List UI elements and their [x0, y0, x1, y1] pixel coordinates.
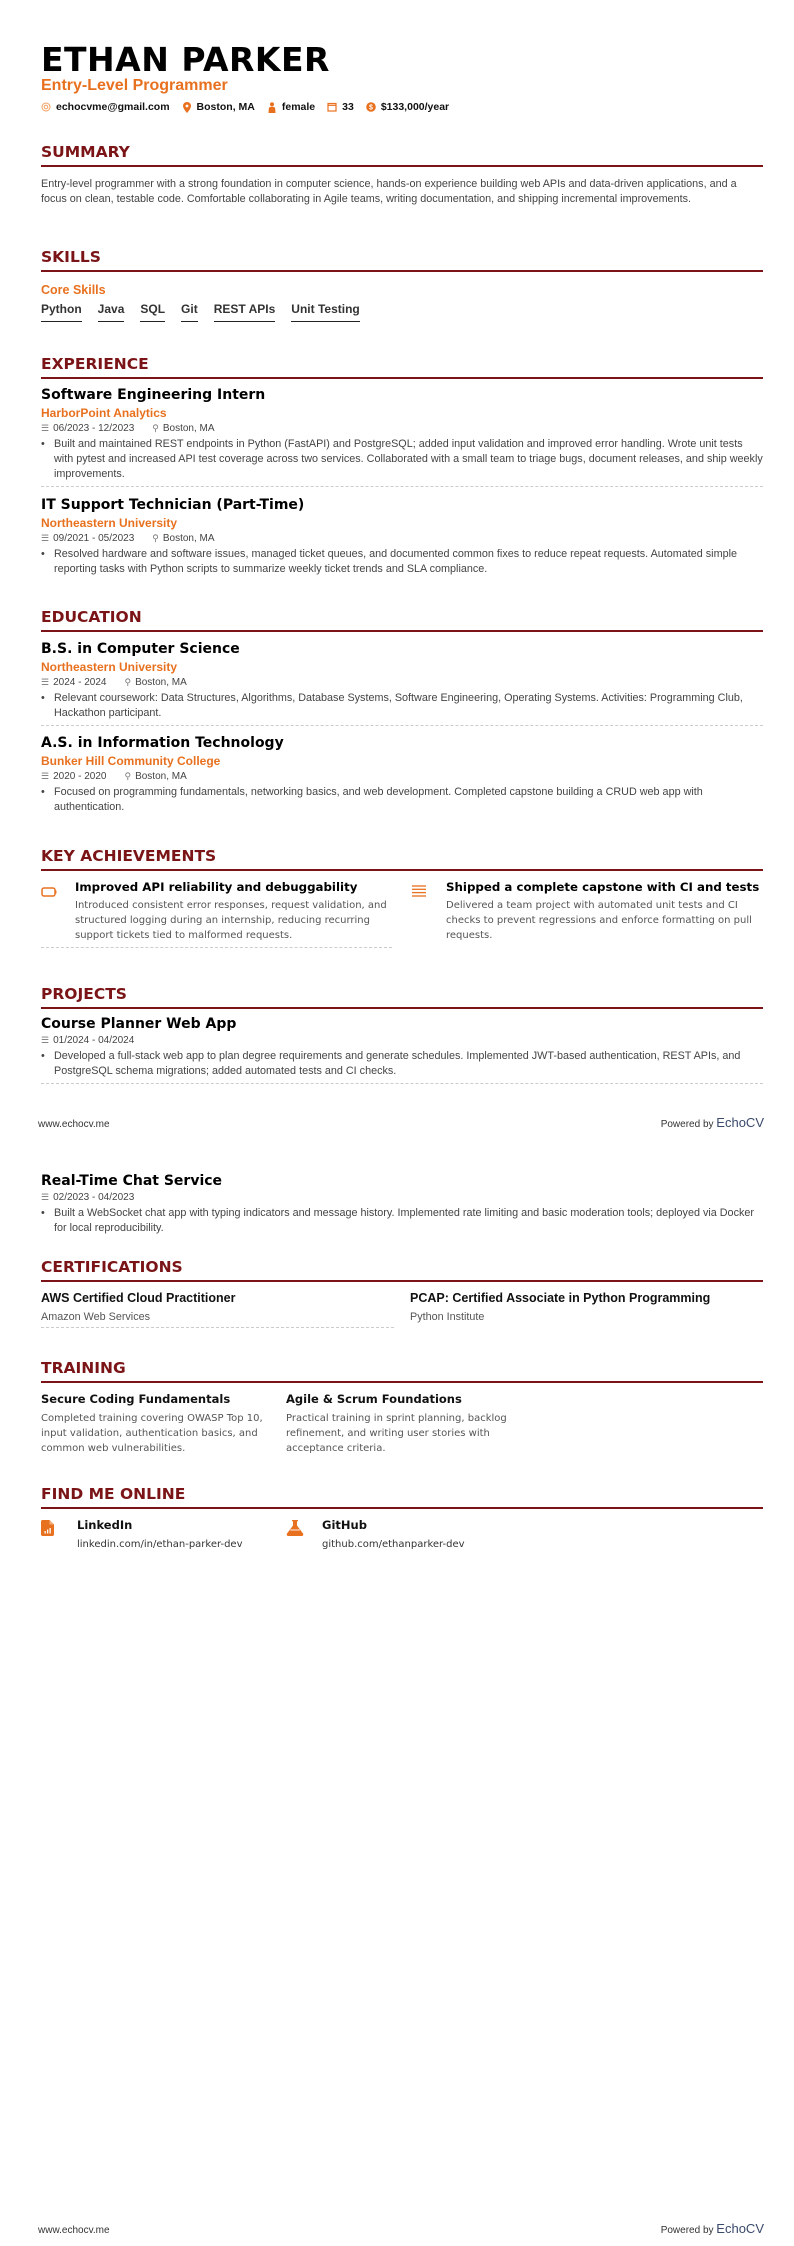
- certification-title: AWS Certified Cloud Practitioner: [41, 1291, 236, 1305]
- person-icon: [267, 102, 277, 113]
- training-item: [41, 1392, 278, 1456]
- job-meta: [41, 533, 763, 544]
- contact-age-text: 33: [342, 101, 354, 113]
- footer-powered: Powered by EchoCV: [660, 1115, 764, 1130]
- contact-email-text: echocvme@gmail.com: [56, 101, 170, 113]
- achievement-title: Shipped a complete capstone with CI and tests: [446, 880, 760, 894]
- online-link-url[interactable]: github.com/ethanparker-dev: [322, 1539, 465, 1550]
- summary-text: Entry-level programmer with a strong foundation in computer science, hands-on experience building web APIs and data-driven applications, and a focus on clean, testable code. Comfortable collaborating in Agile teams, writing documentation, and shipping incremental improvements.: [41, 178, 737, 205]
- achievements-grid: [41, 880, 763, 948]
- job-meta: [41, 423, 763, 434]
- project-meta: ☰ 02/2023 - 04/2023: [41, 1192, 135, 1203]
- skill-tag: REST APIs: [214, 302, 276, 322]
- flask-icon: [286, 1518, 308, 1550]
- training-item: [286, 1392, 523, 1456]
- employer: HarborPoint Analytics: [41, 406, 167, 420]
- section-heading-achievements: KEY ACHIEVEMENTS: [41, 847, 763, 871]
- contact-gender-text: female: [281, 101, 316, 113]
- location-pin-icon: ⚲: [152, 533, 159, 543]
- employer: Northeastern University: [41, 516, 178, 530]
- project-item: [41, 1016, 763, 1084]
- certification-title: PCAP: Certified Associate in Python Programming: [410, 1291, 711, 1305]
- footer-brand[interactable]: EchoCV: [716, 2221, 764, 2236]
- contact-salary-text: $133,000/year: [380, 101, 450, 113]
- location-pin-icon: ⚲: [124, 677, 132, 687]
- calendar-icon: ☰: [41, 1035, 50, 1045]
- online-link-linkedin[interactable]: [41, 1518, 266, 1550]
- training-title: Agile & Scrum Foundations: [286, 1392, 462, 1406]
- certification-item: [41, 1291, 394, 1328]
- section-heading-training: TRAINING: [41, 1359, 763, 1383]
- section-heading-projects: PROJECTS: [41, 985, 763, 1009]
- skills-list: [41, 302, 763, 322]
- online-links-grid: [41, 1518, 763, 1550]
- dollar-circle-icon: [366, 102, 376, 112]
- achievement-text: Delivered a team project with automated unit tests and CI checks to prevent regressions and enforce formatting on pull requests.: [446, 900, 752, 941]
- achievement-title: Improved API reliability and debuggability: [75, 880, 358, 894]
- menu-lines-icon: [412, 880, 432, 944]
- job-bullet: • Resolved hardware and software issues, managed ticket queues, and documented common fixes to reduce repeat requests. Automated simple reporting tasks with Python scripts to summarize weekly ticket trends and SLA compliance.: [41, 548, 737, 575]
- training-grid: [41, 1392, 763, 1456]
- contact-email[interactable]: [41, 101, 170, 113]
- contact-gender: [267, 101, 315, 113]
- skill-tag: SQL: [140, 302, 165, 322]
- calendar-icon: ☰: [41, 771, 50, 781]
- skills-group-title: Core Skills: [41, 283, 106, 297]
- achievement-text: Introduced consistent error responses, request validation, and structured logging during an internship, reducing recurring support tickets tied to malformed requests.: [75, 900, 387, 941]
- certification-issuer: Amazon Web Services: [41, 1311, 151, 1323]
- section-heading-experience: EXPERIENCE: [41, 355, 763, 379]
- footer-site-link[interactable]: www.echocv.me: [38, 2225, 110, 2236]
- training-title: Secure Coding Fundamentals: [41, 1392, 231, 1406]
- skill-tag: Python: [41, 302, 82, 322]
- candidate-title: Entry-Level Programmer: [41, 77, 228, 94]
- education-bullet: • Focused on programming fundamentals, networking basics, and web development. Completed capstone building a CRUD web app with authentication.: [41, 786, 703, 813]
- svg-text:$: $: [368, 104, 373, 112]
- online-link-github[interactable]: [286, 1518, 511, 1550]
- job-bullet: • Built and maintained REST endpoints in Python (FastAPI) and PostgreSQL; added input validation and improved error handling. Wrote unit tests with pytest and increased API test coverage across two services. Collaborated with a small team to triage bugs, document releases, and ship weekly improvements.: [41, 437, 763, 487]
- certification-item: [410, 1291, 763, 1328]
- achievement-item: [412, 880, 763, 948]
- project-bullet: • Built a WebSocket chat app with typing indicators and message history. Implemented rate limiting and basic moderation tools; deployed via Docker for local reproducibility.: [41, 1207, 754, 1234]
- at-icon: [41, 102, 51, 112]
- job-title: Software Engineering Intern: [41, 387, 266, 403]
- job-location: Boston, MA: [162, 533, 215, 544]
- battery-icon: [41, 880, 61, 943]
- skill-tag: Unit Testing: [291, 302, 359, 322]
- job-dates: 09/2021 - 05/2023: [53, 533, 135, 544]
- project-bullet: • Developed a full-stack web app to plan degree requirements and generate schedules. Implemented JWT-based authentication, REST APIs, and PostgreSQL schema migrations; added automated tests and CI checks.: [41, 1049, 763, 1084]
- online-link-url[interactable]: linkedin.com/in/ethan-parker-dev: [77, 1539, 243, 1550]
- school: Bunker Hill Community College: [41, 754, 221, 768]
- section-heading-summary: SUMMARY: [41, 143, 763, 167]
- job-title: IT Support Technician (Part-Time): [41, 497, 305, 513]
- location-pin-icon: ⚲: [152, 423, 159, 433]
- page-footer: [38, 2221, 764, 2236]
- training-text: Completed training covering OWASP Top 10, input validation, authentication basics, and common web vulnerabilities.: [41, 1413, 263, 1454]
- location-pin-icon: ⚲: [124, 771, 132, 781]
- online-link-label: GitHub: [322, 1518, 367, 1532]
- calendar-icon: ☰: [41, 1192, 50, 1202]
- project-title: Course Planner Web App: [41, 1016, 237, 1032]
- calendar-icon: ☰: [41, 423, 50, 433]
- section-heading-education: EDUCATION: [41, 608, 763, 632]
- education-meta: ☰ 2020 - 2020 ⚲ Boston, MA: [41, 771, 187, 782]
- calendar-icon: ☰: [41, 677, 50, 687]
- contact-location: [182, 101, 255, 113]
- degree-title: B.S. in Computer Science: [41, 641, 240, 657]
- experience-item: [41, 497, 763, 577]
- project-meta: ☰ 01/2024 - 04/2024: [41, 1035, 135, 1046]
- certifications-grid: [41, 1291, 763, 1328]
- education-bullet: • Relevant coursework: Data Structures, Algorithms, Database Systems, Software Engineering, Operating Systems. Activities: Programming Club, Hackathon participant.: [41, 691, 763, 726]
- education-item: [41, 735, 763, 815]
- calendar-icon: ☰: [41, 533, 50, 543]
- contact-location-text: Boston, MA: [196, 101, 255, 113]
- school: Northeastern University: [41, 660, 178, 674]
- skill-tag: Java: [98, 302, 125, 322]
- online-link-label: LinkedIn: [77, 1518, 133, 1532]
- footer-brand[interactable]: EchoCV: [716, 1115, 764, 1130]
- training-text: Practical training in sprint planning, backlog refinement, and writing user stories with acceptance criteria.: [286, 1413, 507, 1454]
- education-meta: ☰ 2024 - 2024 ⚲ Boston, MA: [41, 677, 187, 688]
- education-item: [41, 641, 763, 726]
- contact-age: [327, 101, 354, 113]
- degree-title: A.S. in Information Technology: [41, 735, 284, 751]
- section-heading-certifications: CERTIFICATIONS: [41, 1258, 763, 1282]
- skill-tag: Git: [181, 302, 198, 322]
- contact-bar: [41, 101, 449, 113]
- section-heading-online: FIND ME ONLINE: [41, 1485, 763, 1509]
- job-dates: 06/2023 - 12/2023: [53, 423, 135, 434]
- project-title: Real-Time Chat Service: [41, 1173, 223, 1189]
- location-pin-icon: [182, 102, 192, 113]
- experience-item: [41, 387, 763, 487]
- page-footer: [38, 1115, 764, 1130]
- skills-block: [41, 283, 763, 322]
- project-item: [41, 1173, 763, 1236]
- achievement-item: [41, 880, 392, 948]
- certification-issuer: Python Institute: [410, 1311, 485, 1323]
- footer-site-link[interactable]: www.echocv.me: [38, 1119, 110, 1130]
- document-chart-icon: [41, 1518, 63, 1550]
- section-heading-skills: SKILLS: [41, 248, 763, 272]
- calendar-icon: [327, 102, 337, 112]
- contact-salary: [366, 101, 449, 113]
- candidate-name: ETHAN PARKER: [41, 40, 330, 79]
- footer-powered: Powered by EchoCV: [660, 2221, 764, 2236]
- job-location: Boston, MA: [162, 423, 215, 434]
